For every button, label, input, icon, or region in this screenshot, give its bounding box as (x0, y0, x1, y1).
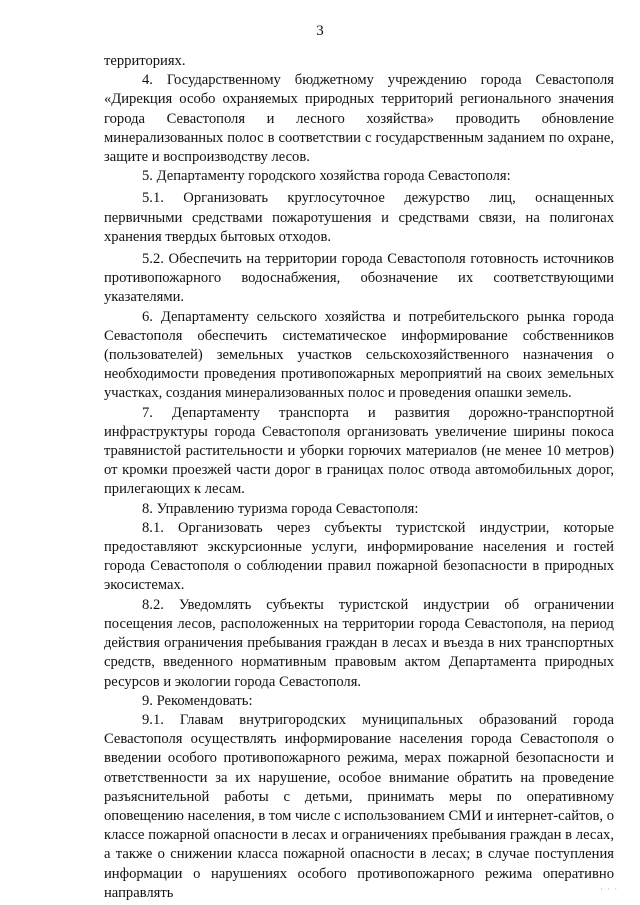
paragraph-item-9-1: 9.1. Главам внутригородских муниципальных образований города Севастополя осуществлять информирование населения города Севастополя о введении особого противопожарного режима, мерах пожарной безопасности и ответственности за их нарушение, особое внимание обратить на проведение разъяснительной работы с детьми, принимать меры по оперативному оповещению населения, в том числе с использованием СМИ и интернет-сайтов, о классе пожарной опасности в лесах и ограничениях пребывания граждан в лесах, а также о снижении класса пожарной опасности в лесах; в случае поступления информации о нарушениях особого противопожарного режима оперативно направлять (104, 711, 615, 901)
paragraph-item-5: 5. Департаменту городского хозяйства города Севастополя: (142, 168, 511, 185)
page-number: 3 (316, 23, 324, 39)
paragraph-item-8-2: 8.2. Уведомлять субъекты туристской индустрии об ограничении посещения лесов, расположенных на территории города Севастополя, на период действия ограничения пребывания граждан в лесах и въезда в них транспортных средств, введенного нормативным правовым актом Департамента природных ресурсов и экологии города Севастополя. (104, 596, 614, 690)
paragraph-item-8: 8. Управлению туризма города Севастополя: (142, 500, 419, 517)
paragraph-continuation: территориях. (104, 53, 186, 69)
paragraph-item-8-1: 8.1. Организовать через субъекты туристской индустрии, которые предоставляют экскурсионные услуги, информирование населения и гостей города Севастополя о соблюдении правил пожарной безопасности в природных экосистемах. (104, 519, 614, 594)
document-body (104, 52, 614, 903)
paragraph-item-9: 9. Рекомендовать: (142, 692, 253, 709)
paragraph-item-6: 6. Департаменту сельского хозяйства и потребительского рынка города Севастополя обеспечить систематическое информирование собственников (пользователей) земельных участков сельскохозяйственного назначения о необходимости проведения противопожарных мероприятий на своих земельных участках, создания минерализованных полос и проведения опашки земель. (104, 308, 614, 402)
scan-mark: · · · (600, 884, 618, 894)
paragraph-item-4: 4. Государственному бюджетному учреждению города Севастополя «Дирекция особо охраняемых природных территорий регионального значения города Севастополя и лесного хозяйства» проводить обновление минерализованных полос в соответствии с государственным заданием по охране, защите и воспроизводству лесов. (104, 72, 614, 166)
paragraph-item-7: 7. Департаменту транспорта и развития дорожно-транспортной инфраструктуры города Севастополя организовать увеличение ширины покоса травянистой растительности и уборки горючих материалов (не менее 10 метров) от кромки проезжей части дорог в границах полос отвода автомобильных дорог, прилегающих к лесам. (104, 404, 614, 498)
paragraph-item-5-1: 5.1. Организовать круглосуточное дежурство лиц, оснащенных первичными средствами пожаротушения и средствами связи, на полигонах хранения твердых бытовых отходов. (104, 190, 614, 245)
paragraph-item-5-2: 5.2. Обеспечить на территории города Севастополя готовность источников противопожарного водоснабжения, обозначение их соответствующими указателями. (104, 251, 614, 306)
